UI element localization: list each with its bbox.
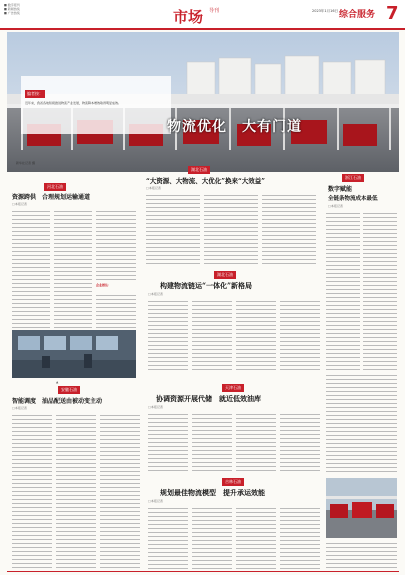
region-tag: 安徽石油 bbox=[58, 386, 80, 394]
article-byline: □本报记者 bbox=[146, 186, 161, 190]
masthead bbox=[0, 0, 405, 30]
article-headline: 资源跨供 合理规划运输通道 bbox=[12, 194, 91, 201]
region-tag: 湖北石油 bbox=[214, 271, 236, 279]
article-body bbox=[148, 505, 188, 571]
article-headline: 协调资源开展代储 就近低效油库 bbox=[156, 394, 261, 403]
article-headline: 构建物流链运“一体化”新格局 bbox=[160, 281, 253, 290]
meta-line: ■ 数字报刊 bbox=[4, 3, 20, 7]
region-tag: 河北石油 bbox=[44, 183, 66, 191]
article-headline: 数字赋能 bbox=[328, 186, 353, 193]
brand-sub: 导刊 bbox=[209, 8, 220, 14]
article-body bbox=[100, 412, 140, 570]
brand-name: 市场 bbox=[173, 8, 204, 26]
article-body bbox=[56, 412, 96, 570]
page-title: 物流优化 大有门道 bbox=[167, 119, 302, 135]
tanker-truck-photo bbox=[326, 478, 397, 538]
article-body bbox=[192, 505, 232, 571]
article-body bbox=[12, 412, 52, 570]
article-subhead bbox=[96, 282, 136, 292]
article-body bbox=[326, 210, 360, 370]
editor-note-tag: 编者按： bbox=[27, 91, 43, 96]
article-headline: 规划最佳物流模型 提升承运效能 bbox=[160, 488, 265, 497]
article-body bbox=[148, 411, 188, 471]
article-body bbox=[96, 208, 136, 280]
article-body bbox=[326, 372, 397, 472]
newspaper-logo bbox=[173, 6, 219, 26]
editor-note bbox=[21, 76, 171, 134]
article-body bbox=[236, 411, 276, 471]
article-byline: □本报记者 bbox=[12, 202, 27, 206]
region-tag: 湖北石油 bbox=[188, 166, 210, 174]
article-body bbox=[363, 210, 397, 370]
hero-photo bbox=[7, 32, 399, 172]
subhead-label: 企业做法： bbox=[96, 283, 112, 287]
issue-date: 2023年1月16日 bbox=[312, 9, 339, 13]
article-body bbox=[192, 411, 232, 471]
article-byline: □本报记者 bbox=[328, 204, 343, 208]
article-body bbox=[236, 298, 276, 370]
editor-note-text: 近年来，我省各地积极推进物流产业发展，物流降本增效取得明显成效。 bbox=[25, 101, 122, 105]
article-headline: 智能调度 油品配送由被动变主动 bbox=[12, 398, 103, 405]
article-body bbox=[326, 540, 397, 570]
article-body bbox=[280, 505, 320, 571]
article-body bbox=[236, 505, 276, 571]
article-headline-line2: 全链条物流成本最低 bbox=[328, 196, 378, 202]
article-headline: “大资源、大物流、大优化”换来“大效益” bbox=[146, 177, 265, 185]
article-body bbox=[280, 411, 320, 471]
photo-caption: ▲ bbox=[56, 380, 59, 384]
article-byline: □本报记者 bbox=[148, 499, 163, 503]
article-body bbox=[262, 192, 316, 266]
region-tag: 吉林石油 bbox=[222, 478, 244, 486]
masthead-meta bbox=[4, 3, 20, 15]
region-tag: 天津石油 bbox=[222, 384, 244, 392]
page-number: 7 bbox=[386, 3, 399, 24]
article-body bbox=[146, 192, 200, 266]
control-room-illustration bbox=[12, 330, 136, 378]
article-body bbox=[280, 298, 320, 370]
control-room-photo bbox=[12, 330, 136, 378]
article-byline: □本报记者 bbox=[148, 405, 163, 409]
footer-rule bbox=[7, 571, 399, 572]
article-byline: □本报记者 bbox=[148, 292, 163, 296]
meta-line: ■ 广告热线 bbox=[4, 11, 20, 15]
meta-line: ■ 新闻热线 bbox=[4, 7, 20, 11]
article-body bbox=[148, 298, 188, 370]
section-name: 综合服务 bbox=[339, 10, 376, 20]
article-body bbox=[204, 192, 258, 266]
article-byline: □本报记者 bbox=[12, 406, 27, 410]
article-body bbox=[192, 298, 232, 370]
photo-credit: 新华社记者 摄 bbox=[16, 161, 35, 165]
tanker-truck-illustration bbox=[326, 478, 397, 538]
region-tag: 浙江石油 bbox=[342, 174, 364, 182]
